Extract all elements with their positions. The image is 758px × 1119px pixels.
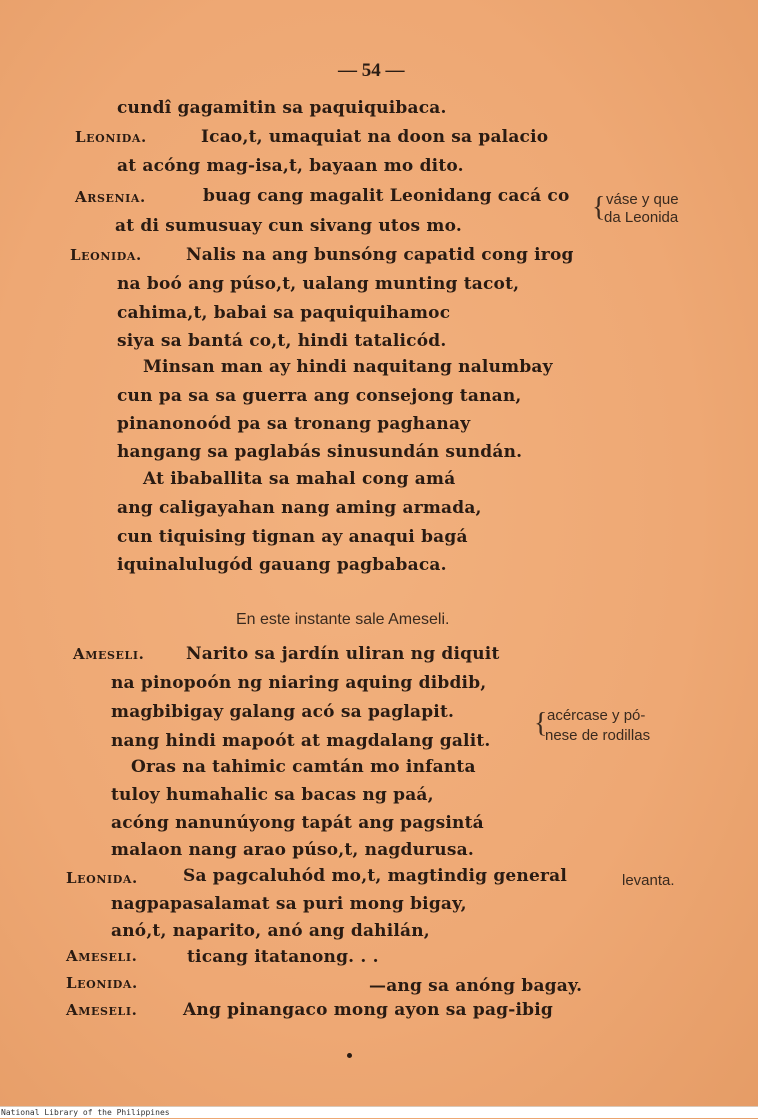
verse-line: ticang itatanong. . .: [187, 947, 379, 967]
speaker-label: Ameseli.: [66, 947, 138, 965]
bracket-mark: {: [592, 192, 606, 223]
verse-line: Nalis na ang bunsóng capatid cong irog: [186, 245, 574, 265]
verse-line: acóng nanunúyong tapát ang pagsintá: [111, 813, 484, 833]
verse-line: magbibigay galang acó sa paglapit.: [111, 702, 455, 722]
bracket-mark: {: [534, 708, 548, 739]
verse-line: Narito sa jardín uliran ng diquit: [186, 644, 500, 664]
speaker-label: Arsenia.: [75, 188, 146, 206]
stage-direction: En este instante sale Ameseli.: [236, 611, 450, 628]
speaker-label: Leonida.: [66, 974, 138, 992]
verse-line: Oras na tahimic camtán mo infanta: [131, 757, 476, 777]
stage-direction: levanta.: [622, 872, 675, 889]
verse-line: cundî gagamitin sa paquiquibaca.: [117, 98, 447, 118]
verse-line: na pinopoón ng niaring aquing dibdib,: [111, 673, 487, 693]
verse-line: Minsan man ay hindi naquitang nalumbay: [143, 357, 553, 377]
verse-line: siya sa bantá co,t, hindi tatalicód.: [117, 331, 447, 351]
speaker-label: Leonida.: [75, 128, 147, 146]
verse-line: na boó ang púso,t, ualang munting tacot,: [117, 274, 520, 294]
verse-line: cun pa sa sa guerra ang consejong tanan,: [117, 386, 522, 406]
footer-credit: National Library of the Philippines: [0, 1106, 758, 1118]
verse-line: Ang pinangaco mong ayon sa pag-ibig: [183, 1000, 553, 1020]
verse-line: Icao,t, umaquiat na doon sa palacio: [201, 127, 549, 147]
verse-line: cahima,t, babai sa paquiquihamoc: [117, 303, 451, 323]
verse-line: cun tiquising tignan ay anaqui bagá: [117, 527, 468, 547]
verse-line: nang hindi mapoót at magdalang galit.: [111, 731, 491, 751]
verse-line: tuloy humahalic sa bacas ng paá,: [111, 785, 434, 805]
verse-line: iquinalulugód gauang pagbabaca.: [117, 555, 447, 575]
speaker-label: Leonida.: [70, 246, 142, 264]
verse-line: anó,t, naparito, anó ang dahilán,: [111, 921, 430, 941]
verse-line: at di sumusuay cun sivang utos mo.: [115, 216, 462, 236]
stage-direction: da Leonida: [604, 209, 679, 226]
verse-line: hangang sa paglabás sinusundán sundán.: [117, 442, 523, 462]
verse-line: pinanonoód pa sa tronang paghanay: [117, 414, 471, 434]
verse-line: buag cang magalit Leonidang cacá co: [203, 186, 570, 206]
verse-line: —ang sa anóng bagay.: [369, 976, 583, 996]
ink-mark: [347, 1053, 352, 1058]
verse-line: at acóng mag-isa,t, bayaan mo dito.: [117, 156, 464, 176]
stage-direction: nese de rodillas: [545, 727, 651, 744]
verse-line: At ibaballita sa mahal cong amá: [143, 469, 456, 489]
speaker-label: Ameseli.: [73, 645, 145, 663]
page-number: — 54 —: [338, 60, 405, 81]
speaker-label: Ameseli.: [66, 1001, 138, 1019]
verse-line: malaon nang arao púso,t, nagdurusa.: [111, 840, 474, 860]
verse-line: Sa pagcaluhód mo,t, magtindig general: [183, 866, 568, 886]
speaker-label: Leonida.: [66, 869, 138, 887]
stage-direction: váse y que: [606, 191, 679, 208]
verse-line: ang caligayahan nang aming armada,: [117, 498, 482, 518]
stage-direction: acércase y pó-: [547, 707, 646, 724]
verse-line: nagpapasalamat sa puri mong bigay,: [111, 894, 467, 914]
